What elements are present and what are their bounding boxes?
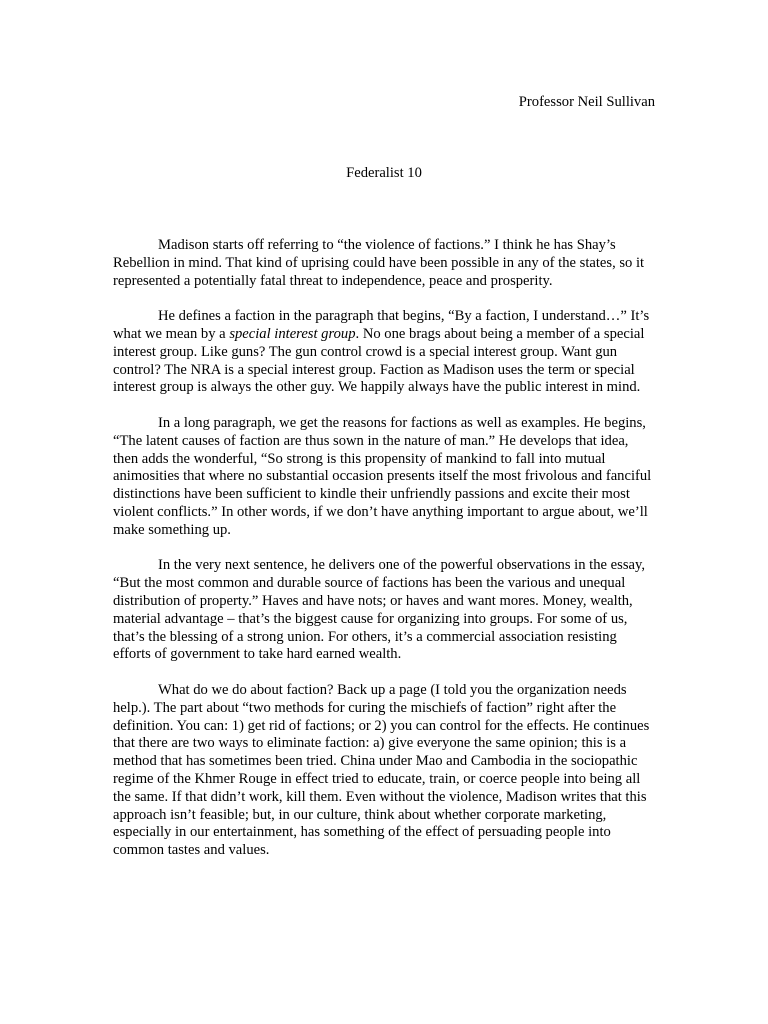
- document-body: [113, 237, 657, 878]
- paragraph-2-text-after: . No one brags about being a member of a special interest group. Like guns? The gun control crowd is a special interest group. Want gun control? The NRA is a special interest group. Faction as Madison uses the term or special interest group is always the other guy. We happily always have the public interest in mind.: [113, 325, 645, 396]
- paragraph-2: [113, 308, 657, 397]
- document-title: Federalist 10: [346, 165, 422, 181]
- paragraph-1: Madison starts off referring to “the violence of factions.” I think he has Shay’s Rebellion in mind. That kind of uprising could have been possible in any of the states, so it represented a potentially fatal threat to independence, peace and prosperity.: [113, 237, 645, 289]
- author-name: Professor Neil Sullivan: [518, 94, 655, 110]
- paragraph-4: In the very next sentence, he delivers one of the powerful observations in the essay, “But the most common and durable source of factions has been the various and unequal distribution of property.” Haves and have nots; or haves and want mores. Money, wealth, material advantage – that’s the biggest cause for organizing into groups. For some of us, that’s the blessing of a strong union. For others, it’s a commercial association resisting efforts of government to take hard earned wealth.: [113, 557, 645, 663]
- paragraph-5: What do we do about faction? Back up a page (I told you the organization needs help.). The part about “two methods for curing the mischiefs of faction” right after the definition. You can: 1) get rid of factions; or 2) you can control for the effects. He continues that there are two ways to eliminate faction: a) give everyone the same opinion; this is a method that has sometimes been tried. China under Mao and Cambodia in the sociopathic regime of the Khmer Rouge in effect tried to educate, train, or coerce people into being all the same. If that didn’t work, kill them. Even without the violence, Madison writes that this approach isn’t feasible; but, in our culture, think about whether corporate marketing, especially in our entertainment, has something of the effect of persuading people into common tastes and values.: [113, 681, 650, 859]
- paragraph-2-emphasis: special interest group: [229, 325, 356, 342]
- paragraph-3: In a long paragraph, we get the reasons for factions as well as examples. He begins, “The latent causes of faction are thus sown in the nature of man.” He develops that idea, then adds the wonderful, “So strong is this propensity of mankind to fall into mutual animosities that where no substantial occasion presents itself the most frivolous and fanciful distinctions have been sufficient to kindle their unfriendly passions and excite their most violent conflicts.” In other words, if we don’t have anything important to argue about, we’ll make something up.: [113, 414, 652, 538]
- paragraph-2-text-before: He defines a faction in the paragraph that begins, “By a faction, I understand…” It’s what we mean by a: [113, 308, 650, 342]
